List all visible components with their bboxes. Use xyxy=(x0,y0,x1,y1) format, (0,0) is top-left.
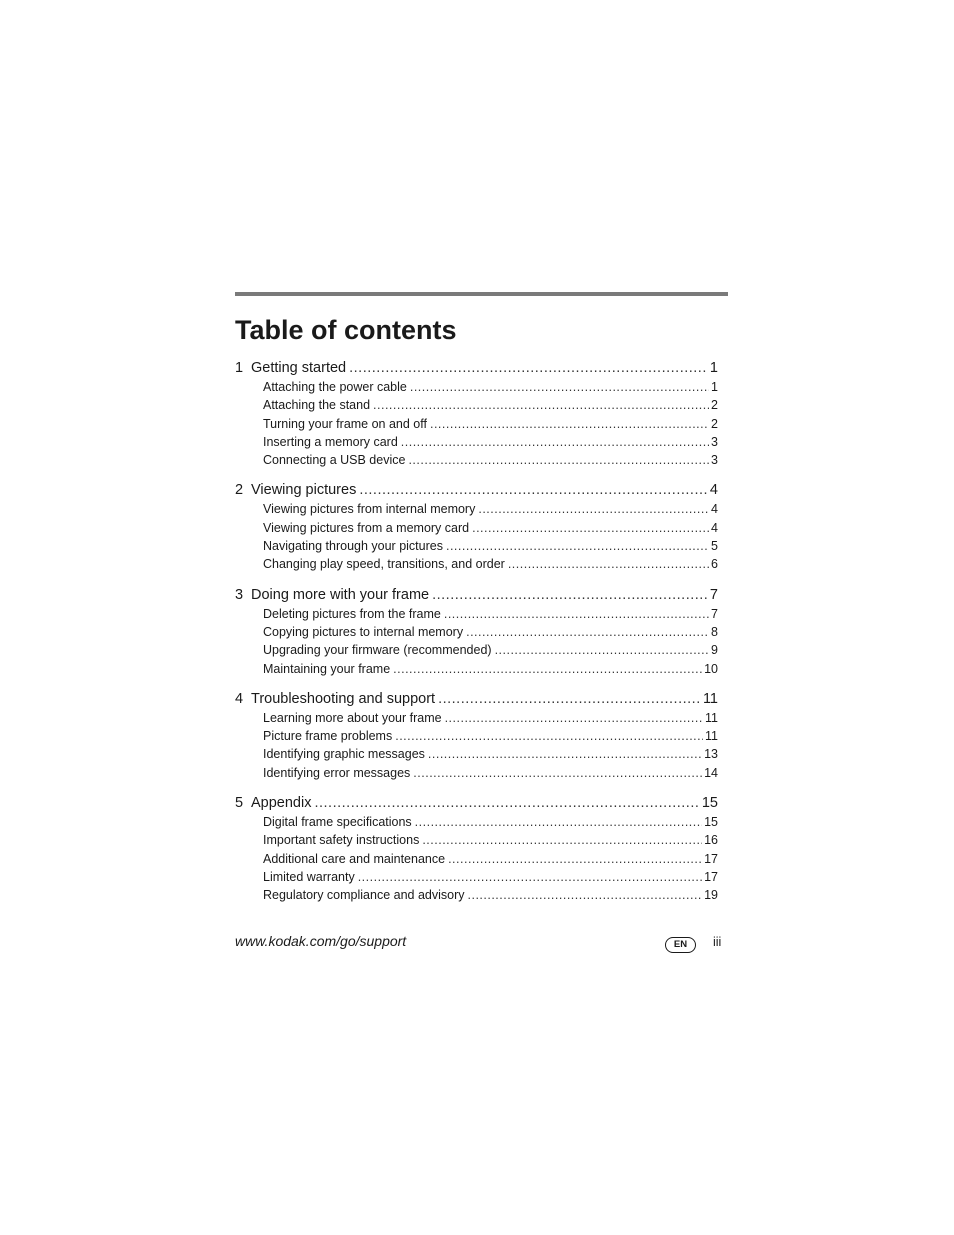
section-page-number: 16 xyxy=(704,833,718,848)
toc-section-entry[interactable] xyxy=(235,641,718,659)
section-page-number: 6 xyxy=(711,557,718,572)
support-url-link[interactable]: www.kodak.com/go/support xyxy=(235,933,407,949)
section-page-number: 3 xyxy=(711,453,718,468)
dot-leader xyxy=(448,850,702,868)
toc-chapter xyxy=(235,793,718,904)
section-page-number: 5 xyxy=(711,539,718,554)
dot-leader xyxy=(422,831,702,849)
section-page-number: 14 xyxy=(704,765,718,780)
section-title: Identifying graphic messages xyxy=(263,747,425,762)
section-title: Important safety instructions xyxy=(263,833,420,848)
section-page-number: 11 xyxy=(705,729,718,744)
toc-section-entry[interactable] xyxy=(235,886,718,904)
toc-section-entry[interactable] xyxy=(235,519,718,537)
header-rule xyxy=(235,292,728,296)
chapter-page-number: 1 xyxy=(709,360,718,376)
section-title: Deleting pictures from the frame xyxy=(263,606,441,621)
dot-leader xyxy=(445,709,703,727)
toc-chapter-entry[interactable] xyxy=(235,585,718,605)
section-title: Attaching the stand xyxy=(263,398,371,413)
section-page-number: 4 xyxy=(711,520,718,535)
toc-chapter-entry[interactable] xyxy=(235,689,718,709)
page-title: Table of contents xyxy=(235,315,457,345)
toc-chapter-entry[interactable] xyxy=(235,358,718,378)
toc-section-entry[interactable] xyxy=(235,433,718,451)
toc-chapter-entry[interactable] xyxy=(235,480,718,500)
toc-section-entry[interactable] xyxy=(235,745,718,763)
toc-section-entry[interactable] xyxy=(235,727,718,745)
dot-leader xyxy=(413,764,702,782)
toc-section-entry[interactable] xyxy=(235,764,718,782)
chapter-number: 4 xyxy=(235,690,244,707)
dot-leader xyxy=(410,378,709,396)
dot-leader xyxy=(358,868,702,886)
dot-leader xyxy=(468,886,703,904)
chapter-title: Viewing pictures xyxy=(251,482,357,499)
section-page-number: 17 xyxy=(704,851,718,866)
dot-leader xyxy=(401,433,709,451)
dot-leader xyxy=(508,555,709,573)
toc-chapter-entry[interactable] xyxy=(235,793,718,813)
section-title: Viewing pictures from a memory card xyxy=(263,520,470,535)
toc-section-entry[interactable] xyxy=(235,831,718,849)
toc-section-entry[interactable] xyxy=(235,660,718,678)
dot-leader xyxy=(472,519,709,537)
chapter-page-number: 15 xyxy=(701,795,718,812)
section-page-number: 9 xyxy=(711,643,718,658)
section-page-number: 10 xyxy=(704,661,718,676)
section-page-number: 3 xyxy=(711,434,718,449)
dot-leader xyxy=(466,623,709,641)
dot-leader xyxy=(393,660,702,678)
dot-leader xyxy=(438,689,701,709)
section-page-number: 19 xyxy=(704,888,718,903)
section-title: Copying pictures to internal memory xyxy=(263,624,464,639)
toc-chapter xyxy=(235,585,718,678)
section-title: Viewing pictures from internal memory xyxy=(263,502,476,517)
toc-section-entry[interactable] xyxy=(235,850,718,868)
toc-section-entry[interactable] xyxy=(235,378,718,396)
toc-section-entry[interactable] xyxy=(235,500,718,518)
toc-chapter xyxy=(235,689,718,782)
dot-leader xyxy=(444,605,709,623)
chapter-title: Troubleshooting and support xyxy=(251,690,436,707)
section-title: Learning more about your frame xyxy=(263,710,442,725)
toc-chapter xyxy=(235,358,718,469)
chapter-title: Getting started xyxy=(251,360,347,376)
chapter-number: 1 xyxy=(235,360,244,376)
section-title: Turning your frame on and off xyxy=(263,416,427,431)
section-title: Digital frame specifications xyxy=(263,815,412,830)
section-page-number: 8 xyxy=(711,624,718,639)
toc-section-entry[interactable] xyxy=(235,709,718,727)
section-title: Inserting a memory card xyxy=(263,434,398,449)
chapter-number: 3 xyxy=(235,586,244,603)
dot-leader xyxy=(446,537,709,555)
dot-leader xyxy=(415,813,702,831)
toc-chapter xyxy=(235,480,718,573)
chapter-page-number: 11 xyxy=(702,690,718,707)
chapter-number: 2 xyxy=(235,482,244,499)
toc-section-entry[interactable] xyxy=(235,868,718,886)
section-page-number: 17 xyxy=(704,869,718,884)
section-page-number: 4 xyxy=(711,502,718,517)
table-of-contents xyxy=(235,358,718,916)
section-page-number: 15 xyxy=(704,815,718,830)
dot-leader xyxy=(349,358,708,378)
section-title: Maintaining your frame xyxy=(263,661,391,676)
dot-leader xyxy=(428,745,702,763)
section-title: Changing play speed, transitions, and order xyxy=(263,557,505,572)
dot-leader xyxy=(432,585,708,605)
section-title: Attaching the power cable xyxy=(263,380,407,394)
dot-leader xyxy=(408,451,709,469)
chapter-title: Doing more with your frame xyxy=(251,586,430,603)
toc-section-entry[interactable] xyxy=(235,415,718,433)
dot-leader xyxy=(495,641,709,659)
toc-section-entry[interactable] xyxy=(235,396,718,414)
dot-leader xyxy=(395,727,703,745)
section-title: Regulatory compliance and advisory xyxy=(263,888,465,903)
section-title: Connecting a USB device xyxy=(263,453,406,468)
toc-section-entry[interactable] xyxy=(235,451,718,469)
section-title: Identifying error messages xyxy=(263,765,411,780)
section-title: Additional care and maintenance xyxy=(263,851,446,866)
chapter-title: Appendix xyxy=(251,795,312,812)
chapter-number: 5 xyxy=(235,795,244,812)
dot-leader xyxy=(478,500,709,518)
toc-section-entry[interactable] xyxy=(235,623,718,641)
section-title: Upgrading your firmware (recommended) xyxy=(263,643,492,658)
dot-leader xyxy=(430,415,709,433)
dot-leader xyxy=(314,793,699,813)
toc-section-entry[interactable] xyxy=(235,537,718,555)
section-page-number: 7 xyxy=(711,606,718,621)
section-page-number: 11 xyxy=(705,710,718,725)
toc-section-entry[interactable] xyxy=(235,813,718,831)
chapter-page-number: 4 xyxy=(709,482,718,499)
section-page-number: 2 xyxy=(711,398,718,413)
language-badge: EN xyxy=(665,937,696,953)
section-title: Navigating through your pictures xyxy=(263,539,443,554)
page-number: iii xyxy=(713,935,722,949)
section-title: Picture frame problems xyxy=(263,729,393,744)
dot-leader xyxy=(373,396,709,414)
section-page-number: 2 xyxy=(711,416,718,431)
dot-leader xyxy=(359,480,708,500)
chapter-page-number: 7 xyxy=(709,586,718,603)
section-page-number: 1 xyxy=(711,380,718,394)
toc-section-entry[interactable] xyxy=(235,555,718,573)
toc-section-entry[interactable] xyxy=(235,605,718,623)
section-page-number: 13 xyxy=(704,747,718,762)
section-title: Limited warranty xyxy=(263,869,355,884)
